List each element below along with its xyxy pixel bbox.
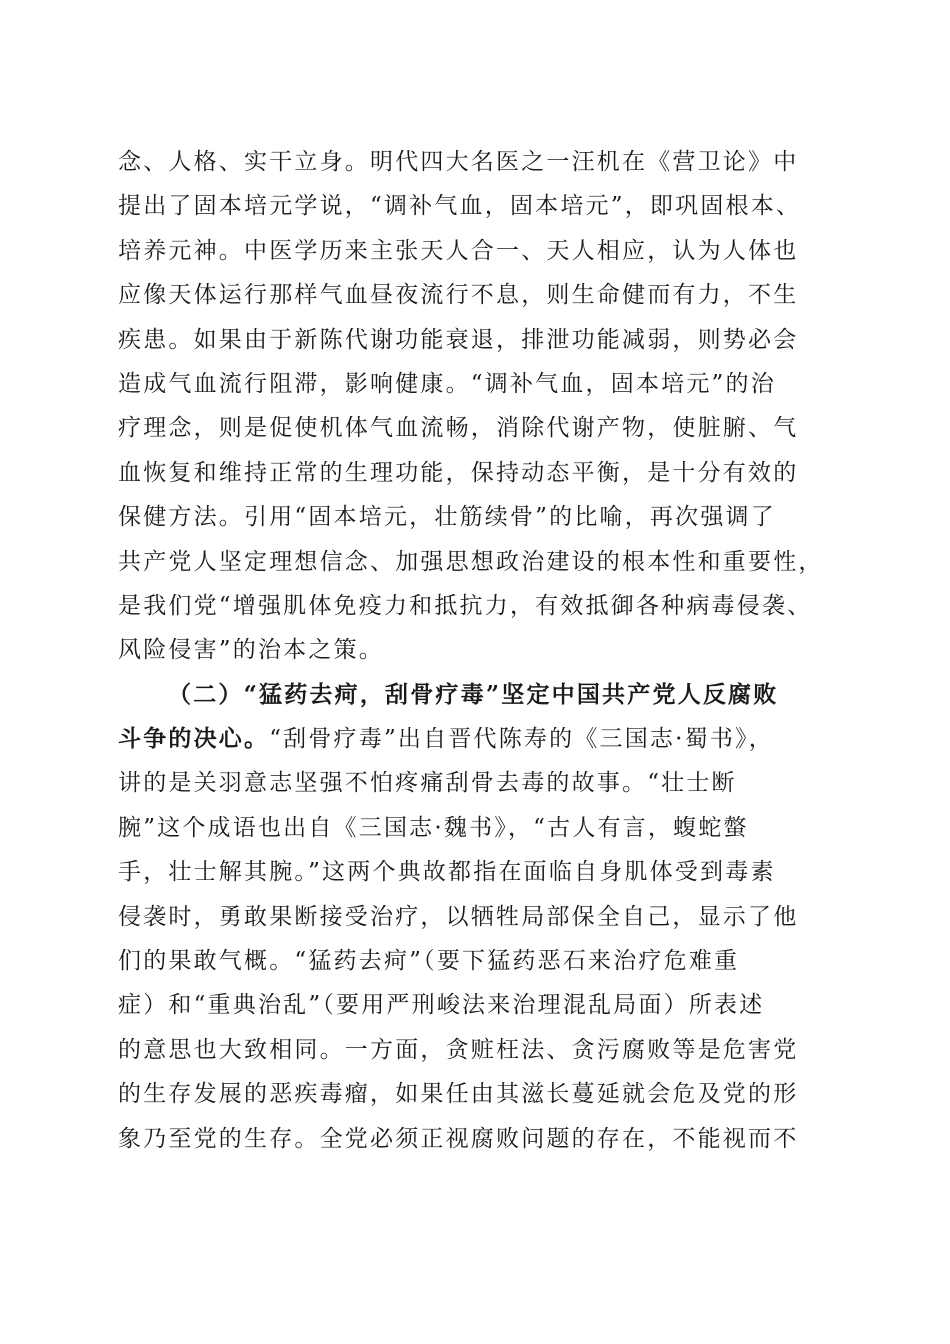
body-text (118, 140, 830, 1161)
text-line: 症）和“重典治乱”（要用严刑峻法来治理混乱局面）所表述 (118, 992, 765, 1019)
text-line: 风险侵害”的治本之策。 (118, 637, 384, 664)
text-line: 象乃至党的生存。全党必须正视腐败问题的存在，不能视而不 (118, 1125, 799, 1152)
text-line: 讲的是关羽意志坚强不怕疼痛刮骨去毒的故事。“壮士断 (118, 770, 737, 797)
text-line: 侵袭时，勇敢果断接受治疗，以牺牲局部保全自己，显示了他 (118, 903, 799, 930)
section-heading: （二）“猛药去疴，刮骨疗毒”坚定中国共产党人反腐败 (168, 680, 779, 708)
text-line: 疗理念，则是促使机体气血流畅，消除代谢产物，使脏腑、气 (118, 415, 799, 442)
text-line: 的意思也大致相同。一方面，贪赃枉法、贪污腐败等是危害党 (118, 1036, 799, 1063)
text-line: 手，壮士解其腕。”这两个典故都指在面临自身肌体受到毒素 (118, 859, 776, 886)
text-line: 的生存发展的恶疾毒瘤，如果任由其滋长蔓延就会危及党的形 (118, 1081, 799, 1108)
text-line: 培养元神。中医学历来主张天人合一、天人相应，认为人体也 (118, 237, 799, 264)
text-line: 应像天体运行那样气血昼夜流行不息，则生命健而有力，不生 (118, 282, 799, 309)
text-line: 疾患。如果由于新陈代谢功能衰退，排泄功能减弱，则势必会 (118, 326, 799, 353)
text-line: 血恢复和维持正常的生理功能，保持动态平衡，是十分有效的 (118, 459, 799, 486)
text-line: 是我们党“增强肌体免疫力和抵抗力，有效抵御各种病毒侵袭、 (118, 592, 813, 619)
text-line: 提出了固本培元学说，“调补气血，固本培元”，即巩固根本、 (118, 193, 802, 220)
text-line: 们的果敢气概。“猛药去疴”（要下猛药恶石来治疗危难重 (118, 948, 740, 975)
section-heading-end: 斗争的决心。 (118, 725, 270, 753)
paragraph-2 (118, 673, 830, 1161)
text-line (118, 717, 830, 761)
text-line: 保健方法。引用“固本培元，壮筋续骨”的比喻，再次强调了 (118, 504, 776, 531)
text-span: “刮骨疗毒”出自晋代陈寿的《三国志·蜀书》， (269, 726, 774, 753)
text-line: 念、人格、实干立身。明代四大名医之一汪机在《营卫论》中 (118, 149, 799, 175)
paragraph-1 (118, 140, 830, 673)
text-line: 腕”这个成语也出自《三国志·魏书》，“古人有言，蝮蛇螫 (118, 814, 749, 841)
text-line: 造成气血流行阻滞，影响健康。“调补气血，固本培元”的治 (118, 370, 776, 397)
text-line: 共产党人坚定理想信念、加强思想政治建设的根本性和重要性， (118, 548, 824, 575)
